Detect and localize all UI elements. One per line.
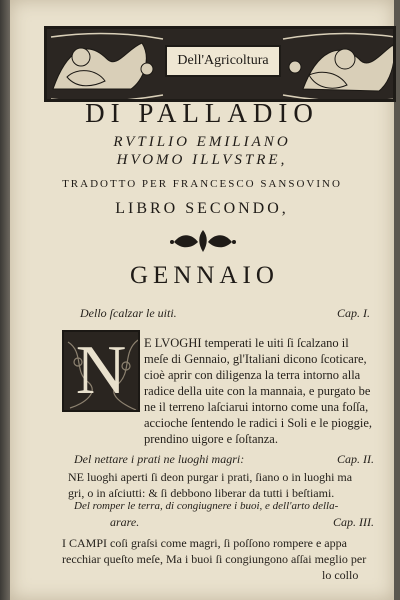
text-line: NE luoghi aperti ſi deon purgar i prati, ſiano o in luoghi ma [68, 470, 353, 484]
section-heading: Del nettare i prati ne luoghi magri: [74, 452, 245, 466]
text-line: I CAMPI coſi graſsi come magri, ſi poſſono rompere e appa [62, 536, 347, 550]
section-heading-continuation: arare. [110, 515, 140, 529]
title-epithet: HVOMO ILLVSTRE, [116, 152, 288, 168]
title-author: DI PALLADIO [85, 98, 319, 128]
chapter-number: Cap. II. [337, 452, 374, 466]
text-line: accioche ſentendo le radici i Soli e le pioggie, [144, 416, 373, 430]
chapter-number: Cap. I. [337, 306, 370, 320]
text-line: ne il terreno laſciarui intorno come una foſſa, [144, 400, 369, 414]
section-heading: Dello ſcalzar le uiti. [80, 306, 177, 320]
chapter-number: Cap. III. [333, 515, 374, 529]
title-name: RVTILIO EMILIANO [113, 134, 291, 150]
month-heading: GENNAIO [130, 262, 279, 289]
decorated-initial [62, 330, 140, 412]
book-page [10, 0, 394, 600]
text-line: radice della uite con la mannaia, e purgato be [144, 384, 371, 398]
headpiece-title: Dell'Agricoltura [177, 53, 269, 68]
title-book: LIBRO SECONDO, [115, 200, 289, 217]
text-line: lo collo [322, 568, 359, 582]
text-line: cioè aprir con diligenza la terra intorno alla [144, 368, 361, 382]
section-heading: Del romper le terra, di congiugnere i buoi, e dell'arto della- [74, 500, 339, 512]
fleuron-ornament [170, 228, 236, 254]
text-line: prendino uigore e ſoſtanza. [144, 432, 278, 446]
title-translator: TRADOTTO PER FRANCESCO SANSOVINO [62, 178, 342, 190]
decorative-headpiece [44, 26, 396, 102]
text-line: E LVOGHI temperati le uiti ſi ſcalzano il [144, 336, 349, 350]
text-line: gri, o in aſciutti: & ſi debbono liberar da tutti i beſtiami. [68, 486, 335, 500]
book-binding-edge [0, 0, 10, 600]
initial-letter: N [75, 332, 127, 409]
text-line: recchiar queſto meſe, Ma i buoi ſi congiungono aſſai meglio per [62, 552, 367, 566]
text-line: meſe di Gennaio, gl'Italiani dicono ſcoticare, [144, 352, 367, 366]
headpiece-title-plate [165, 45, 281, 77]
